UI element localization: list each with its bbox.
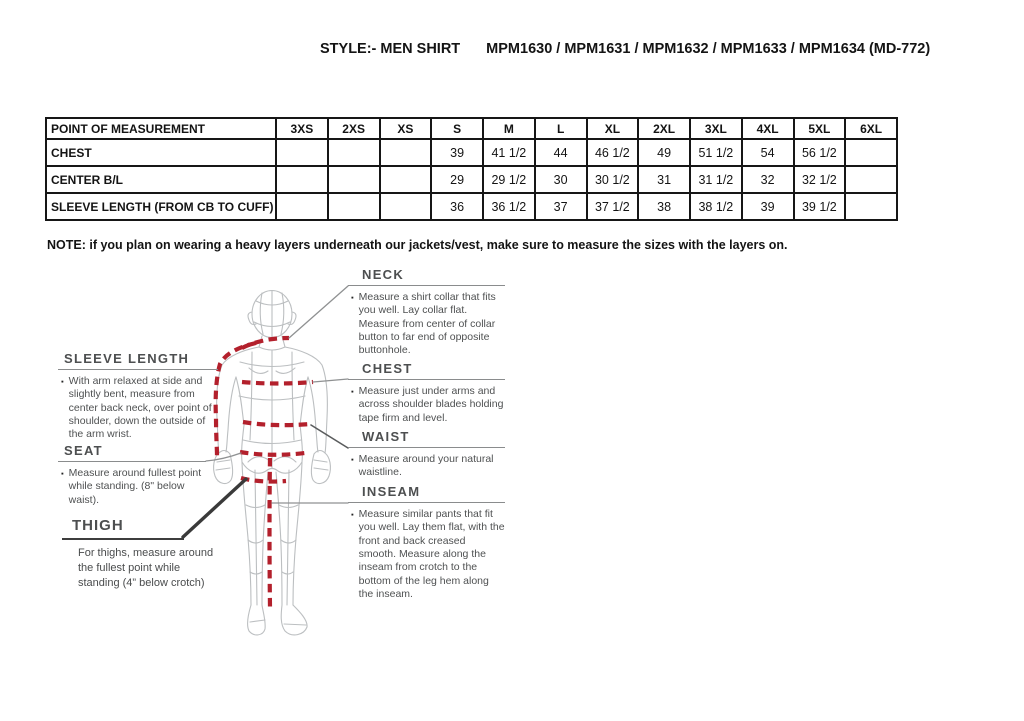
neck-guide-description: Measure a shirt collar that fits you well. Lay collar flat. Measure from center of collar button to far end of opposite buttonhole. bbox=[358, 291, 496, 357]
column-header-l: L bbox=[535, 118, 587, 139]
inseam-guide-description: Measure similar pants that fit you well. Lay them flat, with the front and back creased smooth. Measure along the inseam from crotch to the bottom of the leg hem along the inseam. bbox=[358, 508, 505, 600]
column-header-2xl: 2XL bbox=[638, 118, 690, 139]
size-cell: 36 1/2 bbox=[483, 193, 535, 220]
column-header-xl: XL bbox=[587, 118, 639, 139]
bullet-square-icon: ▪ bbox=[61, 469, 64, 478]
size-cell: 46 1/2 bbox=[587, 139, 639, 166]
bullet-square-icon: ▪ bbox=[351, 387, 354, 396]
size-cell: 44 bbox=[535, 139, 587, 166]
column-header-xs: XS bbox=[380, 118, 432, 139]
waist-guide-heading: WAIST bbox=[348, 429, 505, 448]
size-cell: 37 bbox=[535, 193, 587, 220]
size-cell: 29 bbox=[431, 166, 483, 193]
column-header-3xs: 3XS bbox=[276, 118, 328, 139]
size-cell: 39 bbox=[742, 193, 794, 220]
seat-guide-heading: SEAT bbox=[58, 443, 206, 462]
size-cell: 31 1/2 bbox=[690, 166, 742, 193]
size-cell: 41 1/2 bbox=[483, 139, 535, 166]
thigh-guide-description: For thighs, measure around the fullest point while standing (4” below crotch) bbox=[78, 547, 214, 589]
bullet-square-icon: ▪ bbox=[351, 293, 354, 302]
measurement-dash-lines bbox=[216, 338, 313, 608]
waist-guide-description: Measure around your natural waistline. bbox=[358, 453, 494, 479]
neck-guide-heading: NECK bbox=[348, 267, 505, 286]
size-cell: 37 1/2 bbox=[587, 193, 639, 220]
size-cell: 39 bbox=[431, 139, 483, 166]
column-header-6xl: 6XL bbox=[845, 118, 897, 139]
column-header-5xl: 5XL bbox=[794, 118, 846, 139]
sleeve-length-guide-heading: SLEEVE LENGTH bbox=[58, 351, 218, 370]
size-cell: 38 1/2 bbox=[690, 193, 742, 220]
column-header-2xs: 2XS bbox=[328, 118, 380, 139]
column-header-point-of-measurement: POINT OF MEASUREMENT bbox=[46, 118, 276, 139]
size-cell: 51 1/2 bbox=[690, 139, 742, 166]
seat-guide-description: Measure around fullest point while standing. (8" below waist). bbox=[68, 467, 202, 506]
chest-callout-line bbox=[313, 379, 348, 382]
column-header-4xl: 4XL bbox=[742, 118, 794, 139]
style-label: STYLE:- MEN SHIRT bbox=[320, 41, 461, 57]
chest-guide-description: Measure just under arms and across shoulder blades holding tape firm and level. bbox=[358, 385, 504, 424]
waist-guide-section bbox=[348, 429, 505, 480]
size-cell: 56 1/2 bbox=[794, 139, 846, 166]
chest-guide-section bbox=[348, 361, 505, 425]
row-label-chest: CHEST bbox=[46, 139, 276, 166]
size-cell: 32 bbox=[742, 166, 794, 193]
chest-guide-heading: CHEST bbox=[348, 361, 505, 380]
size-cell: 39 1/2 bbox=[794, 193, 846, 220]
neck-callout-line bbox=[289, 286, 348, 338]
size-cell: 49 bbox=[638, 139, 690, 166]
column-header-3xl: 3XL bbox=[690, 118, 742, 139]
bullet-square-icon: ▪ bbox=[351, 510, 354, 519]
column-header-s: S bbox=[431, 118, 483, 139]
column-header-m: M bbox=[483, 118, 535, 139]
thigh-guide-heading: THIGH bbox=[62, 517, 184, 540]
bullet-square-icon: ▪ bbox=[61, 377, 64, 386]
neck-guide-section bbox=[348, 267, 505, 358]
row-label-center-bl: CENTER B/L bbox=[46, 166, 276, 193]
seat-callout-line bbox=[206, 453, 241, 461]
style-codes: MPM1630 / MPM1631 / MPM1632 / MPM1633 / MPM1634 (MD-772) bbox=[486, 41, 931, 57]
thigh-dash-line bbox=[241, 478, 286, 482]
sleeve-length-guide-section bbox=[58, 351, 218, 442]
inseam-guide-section bbox=[348, 484, 505, 601]
size-cell: 54 bbox=[742, 139, 794, 166]
bullet-square-icon: ▪ bbox=[351, 455, 354, 464]
size-cell: 29 1/2 bbox=[483, 166, 535, 193]
size-cell: 31 bbox=[638, 166, 690, 193]
size-cell: 36 bbox=[431, 193, 483, 220]
chest-dash-line bbox=[242, 382, 313, 384]
inseam-guide-heading: INSEAM bbox=[348, 484, 505, 503]
size-cell: 38 bbox=[638, 193, 690, 220]
size-cell: 32 1/2 bbox=[794, 166, 846, 193]
row-label-sleeve-length: SLEEVE LENGTH (FROM CB TO CUFF) bbox=[46, 193, 276, 220]
layers-note: NOTE: if you plan on wearing a heavy layers underneath our jackets/vest, make sure to measure the sizes with the layers on. bbox=[47, 238, 788, 252]
thigh-guide-section bbox=[62, 517, 218, 591]
sleeve-length-guide-description: With arm relaxed at side and slightly bent, measure from center back neck, over point of shoulder, down the outside of the arm wrist. bbox=[68, 375, 212, 441]
size-cell: 30 1/2 bbox=[587, 166, 639, 193]
seat-guide-section bbox=[58, 443, 206, 507]
size-cell: 30 bbox=[535, 166, 587, 193]
